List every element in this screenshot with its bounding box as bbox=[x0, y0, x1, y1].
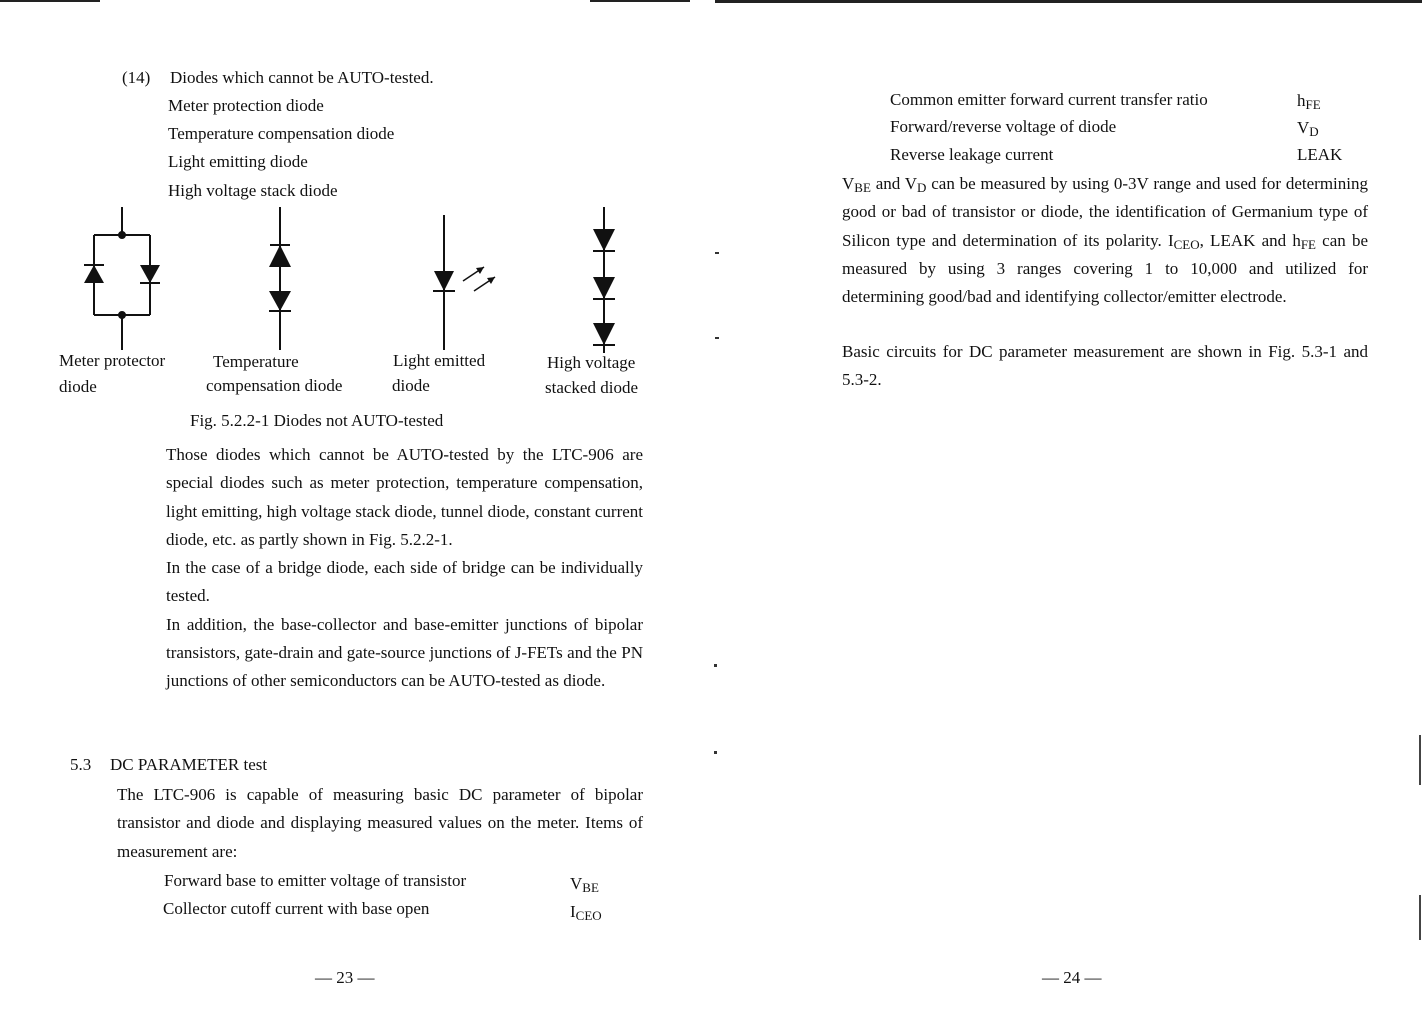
high-voltage-stacked-diode-symbol bbox=[593, 207, 615, 353]
measurement-item-desc: Reverse leakage current bbox=[890, 145, 1054, 164]
page-number-right: — 24 — bbox=[1042, 968, 1102, 987]
section-14-number: (14) bbox=[122, 68, 151, 87]
text-run: and bbox=[870, 174, 905, 193]
symbol-main: I bbox=[1167, 230, 1174, 250]
diode-list-item: High voltage stack diode bbox=[168, 181, 338, 200]
paragraph: Those diodes which cannot be AUTO-tested by the LTC-906 are special diodes such as meter protection, temperature compensation, light emitting, high voltage stack diode, tunnel diode, constant current diode, etc. as partly shown in Fig. 5.2.2-1. bbox=[166, 445, 643, 549]
left-body-text bbox=[166, 441, 643, 696]
measurement-item-symbol bbox=[1297, 91, 1321, 111]
section-53-paragraph: The LTC-906 is capable of measuring basic DC parameter of bipolar transistor and diode and displaying measured values on the meter. Items of measurement are: bbox=[117, 785, 643, 861]
text-run: , LEAK and bbox=[1199, 230, 1293, 250]
temperature-compensation-diode-symbol bbox=[269, 207, 291, 350]
light-emitting-diode-symbol bbox=[433, 215, 495, 350]
measurement-item-symbol bbox=[570, 874, 599, 894]
measurement-item-symbol bbox=[1297, 118, 1319, 138]
symbol-subscript: FE bbox=[1305, 97, 1321, 112]
figure-label-meter-line1: Meter protector bbox=[59, 351, 166, 370]
symbol-subscript: D bbox=[917, 180, 927, 195]
page-number-left: — 23 — bbox=[315, 968, 375, 987]
meter-protector-diode-symbol bbox=[84, 207, 160, 350]
symbol-main: h bbox=[1297, 91, 1306, 110]
figure-label-high-line2: stacked diode bbox=[545, 378, 638, 397]
right-body-paragraph bbox=[842, 170, 1368, 311]
symbol-subscript: BE bbox=[854, 180, 871, 195]
symbol-main: V bbox=[1297, 118, 1310, 137]
figure-label-meter-line2: diode bbox=[59, 377, 97, 396]
scan-edge-mark bbox=[1419, 895, 1421, 940]
diode-list-item: Temperature compensation diode bbox=[168, 124, 395, 143]
diode-list-item: Light emitting diode bbox=[168, 152, 308, 171]
section-14-heading: Diodes which cannot be AUTO-tested. bbox=[170, 68, 434, 87]
symbol-main: h bbox=[1292, 230, 1301, 250]
symbol-subscript: BE bbox=[582, 880, 599, 895]
scan-speck bbox=[714, 751, 717, 754]
scan-edge-line bbox=[0, 0, 100, 2]
paragraph: In addition, the base-collector and base-emitter junctions of bipolar transistors, gate-drain and gate-source junctions of J-FETs and the PN junctions of other semiconductors can be AUTO-tested as diode. bbox=[166, 614, 643, 691]
scan-edge-line bbox=[590, 0, 690, 2]
measurement-item-symbol bbox=[570, 902, 602, 922]
diode-list-item: Meter protection diode bbox=[168, 96, 324, 115]
figure-label-light-line2: diode bbox=[392, 376, 430, 395]
text-run: can be measured by using 3 ranges covering 1 to 10,000 and utilized for determining good/bad and identifying collector/emitter electrode. bbox=[842, 230, 1368, 307]
scan-speck bbox=[715, 252, 719, 254]
symbol-main: LEAK bbox=[1297, 145, 1343, 164]
symbol-main: V bbox=[842, 174, 855, 193]
paragraph: In the case of a bridge diode, each side of bridge can be individually tested. bbox=[166, 558, 643, 606]
figure-label-temp-line2: compensation diode bbox=[206, 376, 343, 395]
symbol-subscript: CEO bbox=[1173, 236, 1200, 252]
symbol-subscript: D bbox=[1309, 124, 1319, 139]
symbol-subscript: FE bbox=[1300, 236, 1316, 252]
text-run: can be measured by using 0-3V range and used for determining good or bad of transistor or diode, the identification of Germanium type of Silicon type and determination of its polarity. bbox=[842, 174, 1368, 250]
figure-label-light-line1: Light emitted bbox=[393, 351, 486, 370]
symbol-main: I bbox=[570, 902, 576, 921]
figure-caption: Fig. 5.2.2-1 Diodes not AUTO-tested bbox=[190, 411, 444, 430]
scan-speck bbox=[715, 337, 719, 339]
measurement-item-desc: Forward/reverse voltage of diode bbox=[890, 117, 1117, 136]
measurement-item-desc: Collector cutoff current with base open bbox=[163, 899, 430, 918]
figure-label-temp-line1: Temperature bbox=[213, 352, 299, 371]
symbol-main: V bbox=[570, 874, 583, 893]
section-53-number: 5.3 bbox=[70, 755, 92, 774]
scan-speck bbox=[714, 664, 717, 667]
scan-edge-mark bbox=[1419, 735, 1421, 785]
section-53-heading: DC PARAMETER test bbox=[110, 755, 268, 774]
right-body-paragraph: Basic circuits for DC parameter measurement are shown in Fig. 5.3-1 and 5.3-2. bbox=[842, 342, 1368, 390]
symbol-subscript: CEO bbox=[575, 908, 602, 923]
measurement-item-symbol bbox=[1297, 145, 1342, 165]
diode-figure bbox=[0, 205, 720, 355]
measurement-item-desc: Common emitter forward current transfer ratio bbox=[890, 90, 1208, 109]
symbol-main: V bbox=[904, 174, 918, 193]
scan-edge-line bbox=[715, 0, 1422, 3]
measurement-item-desc: Forward base to emitter voltage of transistor bbox=[164, 871, 467, 890]
figure-label-high-line1: High voltage bbox=[547, 353, 636, 372]
